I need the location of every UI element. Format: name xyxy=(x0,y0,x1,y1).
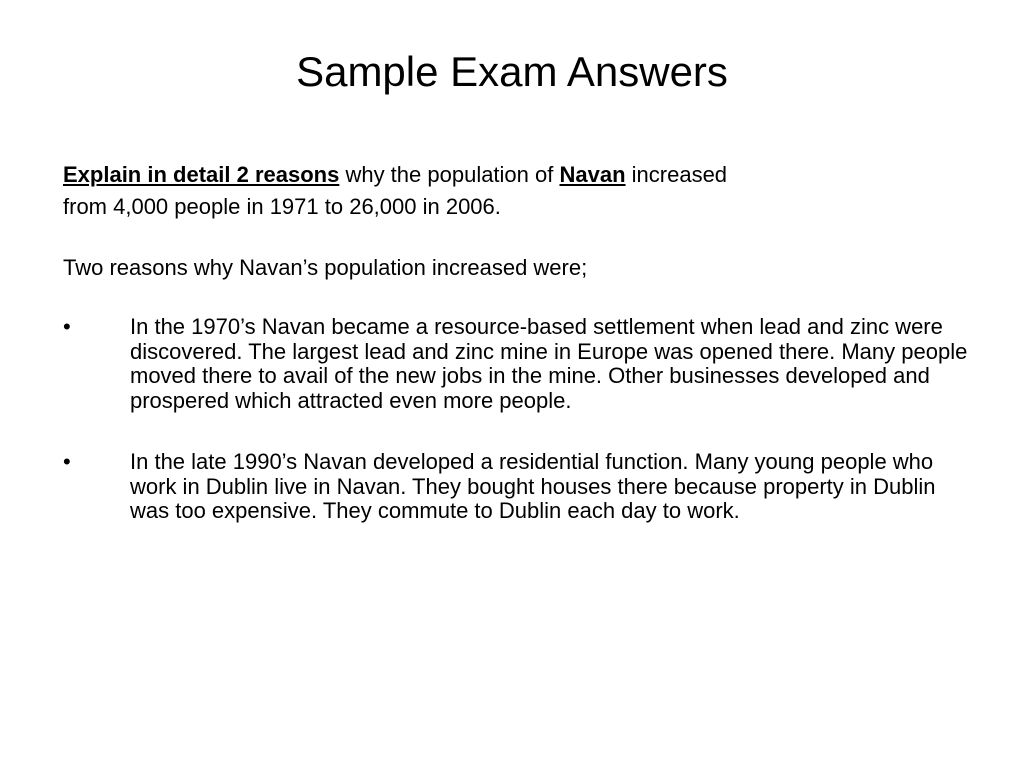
answer-bullet-2 xyxy=(63,450,973,524)
question-place: Navan xyxy=(559,162,626,187)
answer-bullet-text: In the late 1990’s Navan developed a residential function. Many young people who work in Dublin live in Navan. They bought houses there because property in Dublin was too expensive. They commute to Dublin each day to work. xyxy=(130,449,936,523)
question-emphasis: Explain in detail 2 reasons xyxy=(63,162,340,187)
answer-intro: Two reasons why Navan’s population increased were; xyxy=(63,255,588,280)
answer-bullet-1 xyxy=(63,315,973,413)
exam-question xyxy=(63,159,963,223)
bullet-icon: • xyxy=(63,449,71,474)
question-end: increased xyxy=(625,162,728,187)
bullet-icon: • xyxy=(63,314,71,339)
answer-bullet-text: In the 1970’s Navan became a resource-based settlement when lead and zinc were discovered. The largest lead and zinc mine in Europe was opened there. Many people moved there to avail of the new jobs in the mine. Other businesses developed and prospered which attracted even more people. xyxy=(130,314,968,413)
slide-title: Sample Exam Answers xyxy=(296,48,728,95)
question-mid: why the population of xyxy=(339,162,560,187)
answer-list xyxy=(63,315,973,561)
question-line2: from 4,000 people in 1971 to 26,000 in 2006. xyxy=(63,194,501,219)
